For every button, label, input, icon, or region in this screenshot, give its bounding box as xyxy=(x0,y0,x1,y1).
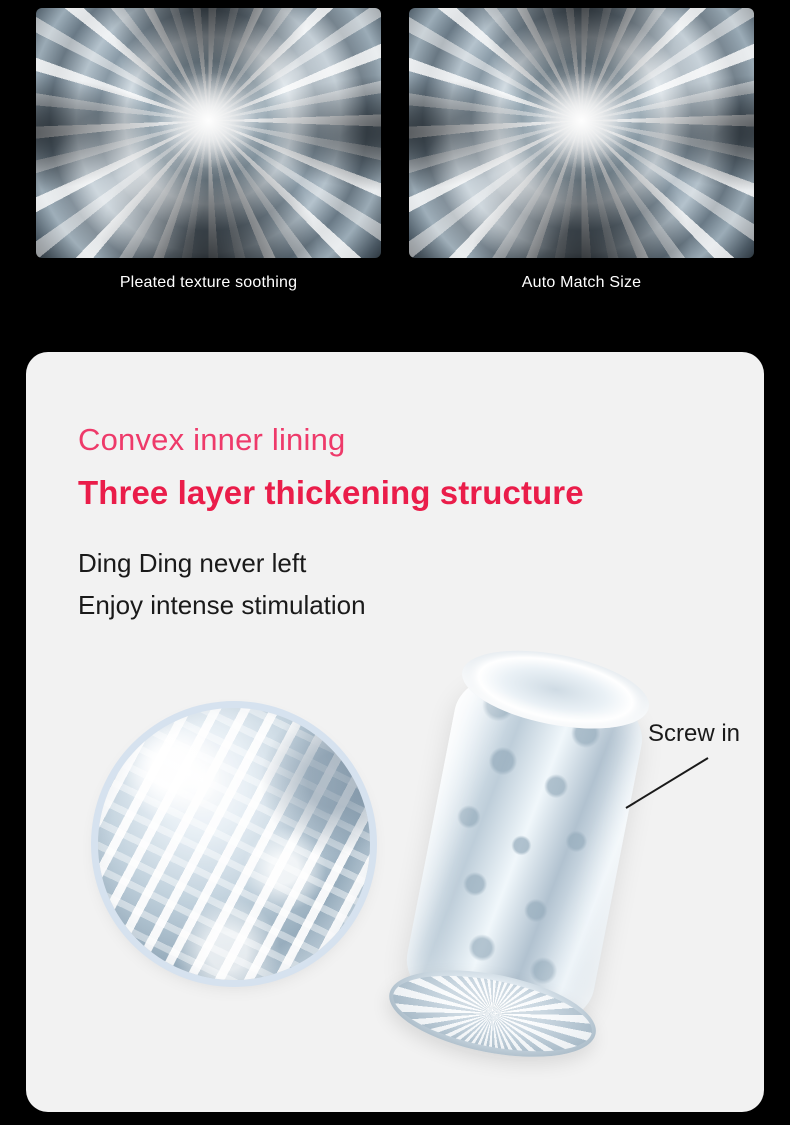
feature-body-line-2: Enjoy intense stimulation xyxy=(78,589,366,620)
feature-eyebrow: Convex inner lining xyxy=(78,422,346,457)
feature-card-text xyxy=(78,422,638,626)
auto-match-size-image xyxy=(409,8,754,258)
tile-auto-match-size xyxy=(409,8,754,292)
inner-lining-macro-photo xyxy=(98,708,370,980)
screw-in-annotation-label: Screw in xyxy=(647,720,740,747)
macro-texture-graphic xyxy=(98,708,370,980)
tile-caption: Auto Match Size xyxy=(521,274,642,291)
textured-sleeve-product-image xyxy=(375,634,677,1071)
tile-caption: Pleated texture soothing xyxy=(119,274,298,291)
top-image-tiles xyxy=(0,8,790,292)
feature-headline: Three layer thickening structure xyxy=(78,473,584,511)
feature-card xyxy=(26,352,764,1112)
annotation-leader-line-icon xyxy=(622,756,712,812)
pleated-texture-image xyxy=(36,8,381,258)
feature-body-line-1: Ding Ding never left xyxy=(78,547,307,578)
radial-texture-graphic xyxy=(409,8,754,258)
tile-pleated-texture xyxy=(36,8,381,292)
radial-texture-graphic xyxy=(36,8,381,258)
